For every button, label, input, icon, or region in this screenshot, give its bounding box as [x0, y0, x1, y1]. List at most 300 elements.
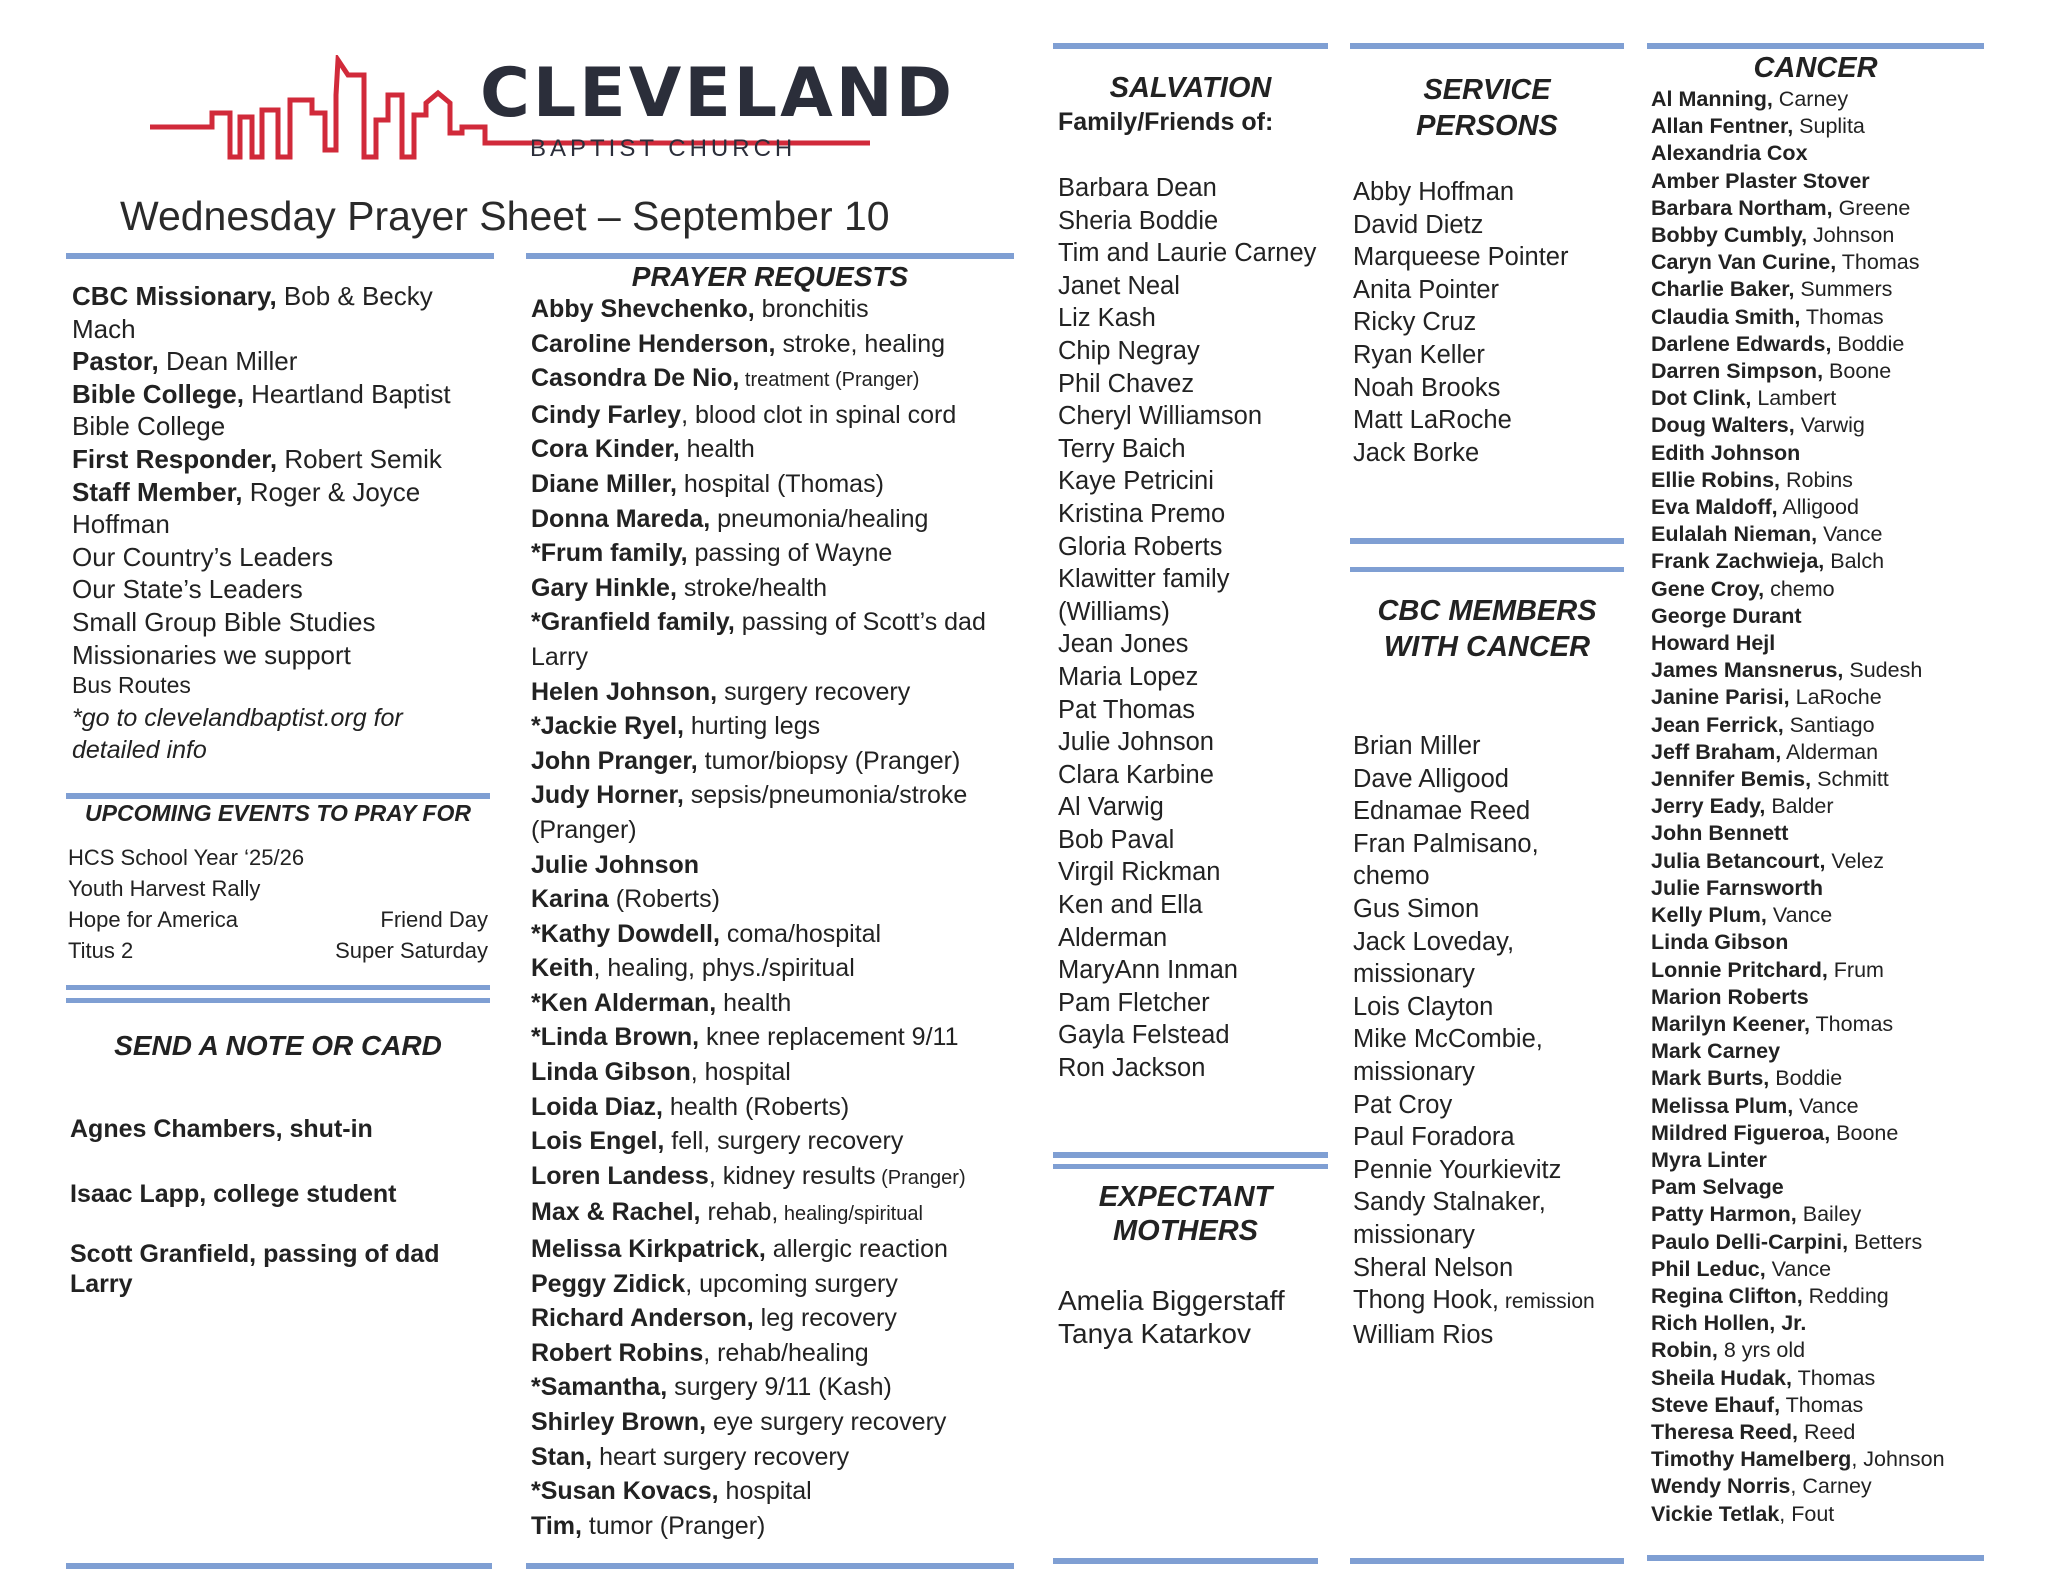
- cancer-name: Jean Ferrick,: [1651, 712, 1784, 737]
- prayer-detail: passing of Wayne: [687, 539, 893, 568]
- cancer-family: Robins: [1780, 467, 1853, 492]
- cancer-name: Amber Plaster Stover: [1651, 168, 1870, 193]
- cancer-item: [1651, 521, 1945, 548]
- cancer-family: Sudesh: [1843, 658, 1923, 683]
- cancer-name: Mildred Figueroa,: [1651, 1120, 1831, 1145]
- website-note[interactable]: [72, 702, 403, 766]
- service-item: Jack Borke: [1353, 438, 1480, 467]
- prayer-item: [531, 1159, 986, 1196]
- cancer-family: Thomas: [1800, 304, 1884, 329]
- salvation-item: Alderman: [1058, 923, 1168, 952]
- cancer-item: [1651, 1337, 1945, 1364]
- events-heading: UPCOMING EVENTS TO PRAY FOR: [85, 800, 471, 826]
- prayer-name: Robert Robins: [531, 1338, 704, 1367]
- cancer-name: Jeff Braham,: [1651, 739, 1782, 764]
- cbc-name: Pennie Yourkievitz: [1353, 1155, 1562, 1184]
- leader-item: [72, 639, 451, 672]
- divider: [1647, 1555, 1984, 1561]
- cancer-item: [1651, 1446, 1945, 1473]
- cancer-name: Theresa Reed,: [1651, 1419, 1798, 1444]
- cancer-family: Balder: [1765, 794, 1834, 819]
- prayer-detail: hospital (Thomas): [676, 469, 884, 498]
- cbc-name: Sandy Stalnaker,: [1353, 1188, 1546, 1217]
- salvation-item: (Williams): [1058, 597, 1170, 626]
- cancer-family: Thomas: [1836, 250, 1920, 275]
- leader-item: [72, 606, 451, 639]
- prayer-name: Cindy Farley: [531, 400, 682, 429]
- cancer-family: chemo: [1764, 576, 1835, 601]
- cancer-name: Edith Johnson: [1651, 440, 1801, 465]
- prayer-detail: health: [679, 435, 755, 464]
- cancer-name: Marion Roberts: [1651, 984, 1809, 1009]
- cbc-cancer-item: [1353, 958, 1595, 991]
- prayer-name: Max & Rachel,: [531, 1198, 701, 1227]
- cancer-family: 8 yrs old: [1717, 1338, 1806, 1363]
- cancer-name: Claudia Smith,: [1651, 304, 1801, 329]
- prayer-item: [531, 675, 986, 710]
- prayer-name: *Jackie Ryel,: [531, 712, 684, 741]
- leaders-list: [72, 280, 451, 671]
- cbc-cancer-item: [1353, 763, 1595, 796]
- salvation-item: Janet Neal: [1058, 271, 1180, 300]
- event-item: [68, 842, 488, 873]
- leader-name: Missionaries we support: [72, 639, 351, 670]
- prayer-detail: tumor (Pranger): [581, 1511, 766, 1540]
- cbc-cancer-item: [1353, 1154, 1595, 1187]
- cancer-item: [1651, 739, 1945, 766]
- event-item: [68, 904, 488, 935]
- prayer-item: [531, 467, 986, 502]
- cbc-cancer-heading: [1350, 593, 1624, 665]
- cancer-item: [1651, 1201, 1945, 1228]
- prayer-name: Stan,: [531, 1442, 593, 1471]
- cancer-item: [1651, 1147, 1945, 1174]
- divider: [1053, 1558, 1318, 1564]
- prayer-item: [531, 361, 986, 398]
- cancer-name: Mark Burts,: [1651, 1066, 1770, 1091]
- divider: [526, 253, 1014, 259]
- cancer-item: [1651, 113, 1945, 140]
- cbc-name: Sheral Nelson: [1353, 1253, 1514, 1282]
- cancer-family: Suplita: [1793, 114, 1865, 139]
- cbc-cancer-item: [1353, 1023, 1595, 1056]
- prayer-item: [531, 1336, 986, 1371]
- cancer-item: [1651, 276, 1945, 303]
- page-title: Wednesday Prayer Sheet – September 10: [120, 193, 890, 239]
- cancer-item: [1651, 712, 1945, 739]
- cbc-cancer-item: [1353, 1056, 1595, 1089]
- prayer-name: *Linda Brown,: [531, 1023, 700, 1052]
- cancer-name: Doug Walters,: [1651, 413, 1795, 438]
- cancer-name: George Durant: [1651, 603, 1802, 628]
- service-item: Ricky Cruz: [1353, 308, 1477, 337]
- prayer-name: Cora Kinder,: [531, 435, 680, 464]
- cancer-item: [1651, 1283, 1945, 1310]
- cancer-family: Bailey: [1796, 1202, 1862, 1227]
- prayer-name: *Kathy Dowdell,: [531, 919, 720, 948]
- divider: [526, 1563, 1014, 1569]
- cbc-name: Mike McCombie,: [1353, 1025, 1543, 1054]
- prayer-item: [531, 1124, 986, 1159]
- prayer-detail: pneumonia/healing: [710, 504, 929, 533]
- cancer-name: John Bennett: [1651, 821, 1789, 846]
- salvation-item: Al Varwig: [1058, 793, 1164, 822]
- cancer-item: [1651, 1392, 1945, 1419]
- event-right: Friend Day: [380, 907, 488, 932]
- salvation-item: Gayla Felstead: [1058, 1021, 1230, 1050]
- cbc-name: Lois Clayton: [1353, 992, 1494, 1021]
- prayer-name: Loren Landess: [531, 1161, 709, 1190]
- cbc-cancer-item: [1353, 860, 1595, 893]
- cancer-item: [1651, 1093, 1945, 1120]
- cancer-name: Al Manning,: [1651, 87, 1773, 111]
- prayer-name: Lois Engel,: [531, 1127, 665, 1156]
- cancer-item: [1651, 358, 1945, 385]
- salvation-subheading: Family/Friends of:: [1058, 108, 1274, 136]
- prayer-name: Helen Johnson,: [531, 677, 718, 706]
- cbc-cancer-item: [1353, 1186, 1595, 1219]
- prayer-detail: hurting legs: [683, 712, 821, 741]
- prayer-item: [531, 292, 986, 327]
- prayer-item: [531, 1405, 986, 1440]
- event-item: [68, 935, 488, 966]
- prayer-detail: surgery 9/11 (Kash): [667, 1373, 892, 1402]
- cancer-item: [1651, 1501, 1945, 1528]
- prayer-detail: tumor/biopsy (Pranger): [697, 746, 961, 775]
- cancer-family: Greene: [1832, 195, 1911, 220]
- cancer-item: [1651, 1310, 1945, 1337]
- leader-item: [72, 541, 451, 574]
- salvation-item: Kristina Premo: [1058, 499, 1226, 528]
- salvation-item: Terry Baich: [1058, 434, 1186, 463]
- event-left: Titus 2: [68, 938, 134, 963]
- leader-name: Our Country’s Leaders: [72, 541, 334, 572]
- cancer-item: [1651, 929, 1945, 956]
- cancer-name: Patty Harmon,: [1651, 1202, 1797, 1227]
- service-item: Ryan Keller: [1353, 340, 1485, 369]
- prayer-name: *Granfield family,: [531, 608, 735, 637]
- divider: [1350, 567, 1624, 572]
- prayer-item: [531, 951, 986, 986]
- cbc-name: Jack Loveday,: [1353, 927, 1515, 956]
- prayer-item: [531, 502, 986, 537]
- cancer-name: Darlene Edwards,: [1651, 331, 1832, 356]
- cancer-item: [1651, 168, 1945, 195]
- cancer-item: [1651, 548, 1945, 575]
- cbc-cancer-item: [1353, 1219, 1595, 1252]
- notes-heading: SEND A NOTE OR CARD: [114, 1030, 442, 1061]
- prayer-item: [531, 917, 986, 952]
- cancer-family: , Fout: [1779, 1501, 1835, 1526]
- cancer-family: Boddie: [1769, 1066, 1843, 1091]
- cancer-item: [1651, 984, 1945, 1011]
- cancer-item: [1651, 1038, 1945, 1065]
- cancer-item: [1651, 1011, 1945, 1038]
- leader-role: First Responder,: [72, 443, 278, 474]
- cancer-item: [1651, 494, 1945, 521]
- cancer-item: [1651, 957, 1945, 984]
- prayer-detail: leg recovery: [753, 1304, 897, 1333]
- cancer-name: Linda Gibson: [1651, 930, 1789, 955]
- cancer-item: [1651, 902, 1945, 929]
- leader-item: [72, 443, 451, 476]
- prayer-item: [531, 813, 986, 848]
- leader-name: Heartland Baptist: [243, 378, 451, 409]
- bus-routes: Bus Routes: [72, 672, 191, 698]
- expectant-heading-line: EXPECTANT: [1098, 1181, 1273, 1213]
- divider: [66, 998, 490, 1003]
- cancer-name: Marilyn Keener,: [1651, 1011, 1810, 1036]
- leader-item: [72, 378, 451, 411]
- prayer-detail: stroke/health: [676, 573, 827, 602]
- service-item: Abby Hoffman: [1353, 178, 1515, 206]
- prayer-detail: passing of Scott’s dad: [734, 608, 986, 637]
- event-left: HCS School Year ‘25/26: [68, 845, 305, 870]
- prayer-detail: , healing, phys./spiritual: [593, 954, 855, 983]
- divider: [66, 1563, 492, 1569]
- cancer-family: Summers: [1794, 277, 1893, 302]
- prayer-detail: stroke, healing: [775, 329, 946, 358]
- prayer-name: Caroline Henderson,: [531, 329, 776, 358]
- prayer-note: (Pranger): [875, 1166, 966, 1189]
- leader-name: Bob & Becky: [276, 281, 433, 311]
- salvation-item: Tim and Laurie Carney: [1058, 239, 1317, 268]
- leader-item: [72, 508, 451, 541]
- prayer-item: [531, 848, 986, 883]
- prayer-name: Karina: [531, 885, 609, 914]
- cancer-name: Dot Clink,: [1651, 386, 1752, 411]
- leader-role: Staff Member,: [72, 476, 243, 507]
- leader-item: [72, 280, 451, 313]
- prayer-note: healing/spiritual: [778, 1203, 923, 1226]
- prayer-detail: allergic reaction: [765, 1235, 948, 1264]
- cancer-name: Paulo Delli-Carpini,: [1651, 1229, 1849, 1254]
- cancer-family: Velez: [1825, 848, 1885, 873]
- leader-name: Bible College: [72, 411, 226, 442]
- divider: [1053, 43, 1328, 49]
- cancer-name: Regina Clifton,: [1651, 1283, 1803, 1308]
- cbc-name: Fran Palmisano,: [1353, 829, 1539, 858]
- leader-name: Mach: [72, 313, 136, 344]
- prayer-name: *Susan Kovacs,: [531, 1477, 719, 1506]
- cancer-name: Robin,: [1651, 1338, 1718, 1363]
- cancer-name: Barbara Northam,: [1651, 195, 1833, 220]
- cancer-item: [1651, 440, 1945, 467]
- prayer-detail: , upcoming surgery: [685, 1269, 898, 1298]
- prayer-detail: Larry: [531, 642, 588, 671]
- cancer-name: Mark Carney: [1651, 1039, 1781, 1064]
- cancer-item: [1651, 1120, 1945, 1147]
- prayer-detail: , blood clot in spinal cord: [681, 400, 957, 429]
- cancer-family: , Johnson: [1851, 1447, 1945, 1472]
- divider: [1350, 1558, 1624, 1564]
- cancer-name: Gene Croy,: [1651, 576, 1765, 601]
- prayer-item: [531, 882, 986, 917]
- prayer-name: Abby Shevchenko,: [531, 295, 755, 323]
- website-note-line: detailed info: [72, 736, 207, 764]
- prayer-item: [531, 1440, 986, 1475]
- salvation-item: Pat Thomas: [1058, 695, 1196, 724]
- note-item: Larry: [70, 1270, 133, 1298]
- cbc-cancer-item: [1353, 730, 1595, 763]
- prayer-name: Richard Anderson,: [531, 1304, 754, 1333]
- cancer-name: Eva Maldoff,: [1651, 495, 1778, 520]
- prayer-item: [531, 709, 986, 744]
- salvation-item: Clara Karbine: [1058, 760, 1214, 789]
- prayer-item: [531, 1509, 986, 1544]
- leader-name: Our State’s Leaders: [72, 574, 303, 605]
- cancer-item: [1651, 1473, 1945, 1500]
- prayer-item: [531, 1267, 986, 1302]
- cancer-name: Eulalah Nieman,: [1651, 522, 1818, 547]
- salvation-item: Virgil Rickman: [1058, 858, 1221, 887]
- prayer-name: Gary Hinkle,: [531, 573, 677, 602]
- cancer-family: Boone: [1830, 1120, 1899, 1145]
- prayer-item: [531, 327, 986, 362]
- prayer-detail: , kidney results: [708, 1161, 876, 1190]
- cancer-name: Jennifer Bemis,: [1651, 767, 1812, 792]
- cbc-cancer-heading-line: CBC MEMBERS: [1377, 595, 1597, 627]
- cancer-item: [1651, 195, 1945, 222]
- salvation-item: Julie Johnson: [1058, 728, 1214, 757]
- cancer-name: Timothy Hamelberg: [1651, 1447, 1852, 1472]
- salvation-item: Jean Jones: [1058, 630, 1189, 659]
- leader-role: Bible College,: [72, 378, 244, 409]
- service-list: [1353, 176, 1568, 469]
- cancer-item: [1651, 603, 1945, 630]
- cancer-family: Vance: [1766, 903, 1833, 928]
- cancer-family: Betters: [1848, 1229, 1923, 1254]
- leader-item: [72, 313, 451, 346]
- cbc-name: missionary: [1353, 1057, 1475, 1086]
- cancer-name: Phil Leduc,: [1651, 1256, 1766, 1281]
- leader-name: Robert Semik: [277, 443, 442, 474]
- expectant-list: [1058, 1284, 1285, 1350]
- cancer-family: Thomas: [1809, 1011, 1894, 1036]
- cancer-family: , Carney: [1790, 1474, 1872, 1499]
- cbc-cancer-heading-line: WITH CANCER: [1383, 631, 1591, 663]
- leader-item: [72, 410, 451, 443]
- cancer-family: Frum: [1827, 957, 1884, 982]
- salvation-item: Gloria Roberts: [1058, 532, 1223, 561]
- cancer-item: [1651, 249, 1945, 276]
- cancer-name: Allan Fentner,: [1651, 114, 1794, 139]
- prayer-detail: hospital: [718, 1477, 812, 1506]
- cbc-note: remission: [1499, 1290, 1595, 1314]
- prayer-item: [531, 605, 986, 640]
- cancer-name: Vickie Tetlak: [1651, 1501, 1780, 1526]
- cancer-item: [1651, 793, 1945, 820]
- divider: [1350, 43, 1624, 49]
- cbc-cancer-item: [1353, 991, 1595, 1024]
- cancer-name: Darren Simpson,: [1651, 359, 1824, 384]
- cancer-name: Alexandria Cox: [1651, 141, 1808, 166]
- cancer-item: [1651, 86, 1945, 113]
- prayer-name: *Samantha,: [531, 1373, 668, 1402]
- cancer-name: Myra Linter: [1651, 1147, 1767, 1172]
- salvation-item: Ron Jackson: [1058, 1054, 1206, 1083]
- expectant-heading-line: MOTHERS: [1113, 1215, 1258, 1247]
- cancer-name: Kelly Plum,: [1651, 903, 1767, 928]
- cancer-name: Lonnie Pritchard,: [1651, 957, 1828, 982]
- cancer-name: Ellie Robins,: [1651, 467, 1781, 492]
- cancer-list: [1651, 86, 1945, 1528]
- salvation-item: Liz Kash: [1058, 304, 1156, 333]
- prayer-name: Linda Gibson: [531, 1058, 691, 1087]
- cancer-family: Varwig: [1794, 413, 1865, 438]
- cbc-name: Brian Miller: [1353, 732, 1481, 760]
- divider: [1350, 538, 1624, 544]
- salvation-item: Maria Lopez: [1058, 662, 1199, 691]
- cancer-name: Janine Parisi,: [1651, 685, 1790, 710]
- prayer-name: Melissa Kirkpatrick,: [531, 1235, 766, 1264]
- cancer-name: Rich Hollen, Jr.: [1651, 1311, 1807, 1336]
- cancer-name: Howard Hejl: [1651, 631, 1776, 656]
- prayer-list: [531, 292, 986, 1543]
- cancer-item: [1651, 848, 1945, 875]
- salvation-item: MaryAnn Inman: [1058, 956, 1238, 985]
- cbc-cancer-item: [1353, 1089, 1595, 1122]
- cancer-item: [1651, 1229, 1945, 1256]
- leader-item: [72, 345, 451, 378]
- cbc-cancer-item: [1353, 1121, 1595, 1154]
- cancer-family: Carney: [1772, 87, 1849, 111]
- website-note-line: *go to clevelandbaptist.org for: [72, 704, 403, 732]
- cancer-item: [1651, 684, 1945, 711]
- cbc-cancer-item: [1353, 1252, 1595, 1285]
- cancer-item: [1651, 766, 1945, 793]
- prayer-name: Casondra De Nio,: [531, 364, 740, 393]
- salvation-list: [1058, 172, 1316, 1085]
- prayer-name: Peggy Zidick: [531, 1269, 686, 1298]
- prayer-item: [531, 1195, 986, 1232]
- cancer-item: [1651, 576, 1945, 603]
- cancer-item: [1651, 385, 1945, 412]
- cbc-name: Ednamae Reed: [1353, 797, 1531, 826]
- service-item: Anita Pointer: [1353, 275, 1500, 304]
- cbc-name: Paul Foradora: [1353, 1123, 1515, 1152]
- prayer-name: Loida Diaz,: [531, 1092, 663, 1121]
- prayer-item: [531, 744, 986, 779]
- prayer-item: [531, 571, 986, 606]
- leader-item: [72, 573, 451, 606]
- cancer-family: Redding: [1802, 1283, 1889, 1308]
- expectant-heading: [1053, 1180, 1318, 1248]
- cancer-family: Schmitt: [1811, 767, 1889, 792]
- cancer-family: Alligood: [1777, 495, 1859, 520]
- cancer-family: Alderman: [1781, 739, 1879, 764]
- prayer-name: Diane Miller,: [531, 469, 677, 498]
- cancer-name: Melissa Plum,: [1651, 1093, 1794, 1118]
- prayer-item: [531, 1090, 986, 1125]
- cbc-name: William Rios: [1353, 1320, 1494, 1349]
- prayer-name: *Frum family,: [531, 539, 688, 568]
- prayer-name: Donna Mareda,: [531, 504, 711, 533]
- cancer-item: [1651, 140, 1945, 167]
- prayer-name: Keith: [531, 954, 594, 983]
- prayer-heading: PRAYER REQUESTS: [631, 261, 909, 292]
- church-logo: [150, 54, 956, 180]
- prayer-item: [531, 432, 986, 467]
- prayer-item: [531, 1474, 986, 1509]
- cancer-item: [1651, 657, 1945, 684]
- prayer-detail: health (Roberts): [662, 1092, 850, 1121]
- prayer-note: treatment (Pranger): [739, 369, 920, 392]
- cancer-name: Julia Betancourt,: [1651, 848, 1826, 873]
- prayer-item: [531, 1055, 986, 1090]
- note-item: Scott Granfield, passing of dad: [70, 1240, 440, 1268]
- salvation-item: Kaye Petricini: [1058, 467, 1214, 496]
